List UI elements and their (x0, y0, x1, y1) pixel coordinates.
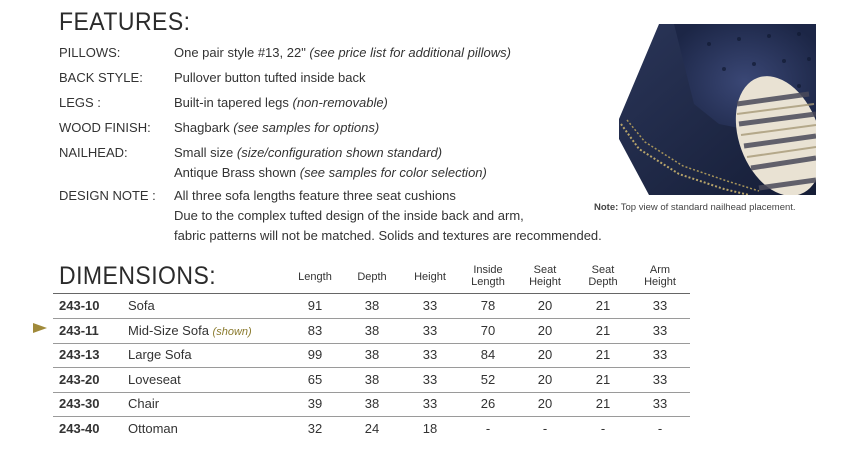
table-cell: 33 (422, 396, 438, 411)
model-name-text: Ottoman (128, 420, 178, 436)
model-name (128, 421, 178, 436)
model-code: 243-20 (59, 371, 100, 387)
table-cell: 26 (480, 396, 496, 411)
feature-note: (non-removable) (292, 95, 388, 110)
model-code: 243-40 (59, 420, 100, 436)
table-cell: 20 (537, 347, 553, 362)
model-name-text: Chair (128, 396, 160, 411)
table-cell: 38 (364, 396, 380, 411)
feature-value (174, 44, 511, 61)
table-row (0, 294, 700, 318)
feature-text: Antique Brass shown (174, 165, 300, 180)
feature-label: BACK STYLE: (59, 70, 143, 85)
column-header (342, 271, 402, 283)
table-row (0, 343, 700, 367)
model-code: 243-30 (59, 396, 100, 411)
table-cell: 21 (595, 298, 611, 313)
table-cell: - (542, 420, 548, 436)
photo-note-label: Note: (594, 202, 619, 213)
shown-tag: (shown) (212, 325, 252, 338)
feature-label: NAILHEAD: (59, 145, 128, 160)
model-name-text: Mid-Size Sofa (128, 322, 213, 338)
feature-text: Due to the complex tufted design of the inside back and arm, (174, 208, 524, 223)
table-row (0, 319, 700, 343)
column-header-line1: Length (298, 271, 332, 283)
table-row (0, 368, 700, 392)
model-code: 243-10 (59, 298, 100, 313)
sofa-nailhead-photo (619, 24, 816, 195)
feature-value (174, 227, 602, 244)
table-row (0, 417, 700, 441)
feature-value (174, 144, 442, 161)
table-cell: 33 (422, 322, 438, 338)
table-cell: 65 (307, 371, 323, 387)
table-cell: 78 (480, 298, 496, 313)
feature-text: Built-in tapered legs (174, 95, 293, 110)
table-cell: 21 (595, 347, 611, 362)
feature-label: WOOD FINISH: (59, 120, 151, 135)
model-name (128, 298, 155, 313)
model-name (128, 372, 181, 387)
column-header (515, 264, 575, 288)
table-cell: 21 (595, 371, 611, 387)
table-cell: 33 (652, 371, 668, 387)
feature-text: fabric patterns will not be matched. Solids and textures are recommended. (174, 228, 602, 243)
table-cell: 32 (307, 420, 323, 436)
column-header-line1: Inside (473, 264, 503, 276)
table-cell: 83 (307, 322, 323, 338)
table-cell: 38 (364, 347, 380, 362)
feature-text: Pullover button tufted inside back (174, 70, 366, 85)
column-header (400, 271, 460, 283)
feature-label: LEGS : (59, 95, 101, 110)
table-cell: 20 (537, 322, 553, 338)
column-header (630, 264, 690, 288)
table-cell: 20 (537, 298, 553, 313)
feature-note: (see samples for color selection) (299, 165, 487, 180)
model-code: 243-13 (59, 347, 100, 362)
column-header-line1: Seat (591, 264, 615, 276)
table-cell: 33 (652, 322, 668, 338)
column-header-line2: Depth (588, 276, 618, 288)
table-cell: 21 (595, 396, 611, 411)
feature-value (174, 207, 524, 224)
column-header-line1: Depth (357, 271, 387, 283)
model-name-text: Sofa (128, 298, 155, 313)
column-header-line2: Height (644, 276, 676, 288)
table-cell: 18 (422, 420, 438, 436)
feature-text: All three sofa lengths feature three seat cushions (174, 188, 456, 203)
column-header-line1: Arm (649, 264, 671, 276)
table-cell: 84 (480, 347, 496, 362)
feature-note: (size/configuration shown standard) (236, 145, 443, 160)
table-cell: 39 (307, 396, 323, 411)
feature-label: DESIGN NOTE : (59, 188, 156, 203)
table-cell: 33 (652, 396, 668, 411)
table-cell: - (657, 420, 663, 436)
table-cell: 38 (364, 371, 380, 387)
table-cell: 33 (422, 347, 438, 362)
table-cell: 33 (422, 371, 438, 387)
table-cell: 33 (422, 298, 438, 313)
feature-value (174, 119, 379, 136)
model-name-text: Large Sofa (128, 347, 192, 362)
feature-text: Shagbark (174, 120, 234, 135)
table-cell: 20 (537, 371, 553, 387)
table-cell: 33 (652, 298, 668, 313)
feature-note: (see price list for additional pillows) (309, 45, 512, 60)
table-cell: - (485, 420, 491, 436)
feature-value (174, 94, 388, 111)
model-name (128, 396, 159, 411)
column-header-line1: Height (414, 271, 446, 283)
feature-value (174, 164, 487, 181)
table-cell: 70 (480, 322, 496, 338)
table-cell: 20 (537, 396, 553, 411)
model-code: 243-11 (59, 322, 99, 338)
table-cell: 21 (595, 322, 611, 338)
table-cell: 38 (364, 322, 380, 338)
feature-value (174, 187, 456, 204)
shown-pointer-arrow-icon (33, 323, 47, 333)
features-title: FEATURES: (59, 8, 191, 36)
column-header-line2: Height (529, 276, 561, 288)
feature-note: (see samples for options) (233, 120, 380, 135)
photo-note (594, 202, 796, 213)
column-header (285, 271, 345, 283)
feature-value (174, 69, 366, 86)
feature-text: One pair style #13, 22" (174, 45, 310, 60)
column-header-line2: Length (471, 276, 505, 288)
model-name (128, 347, 192, 362)
table-cell: 38 (364, 298, 380, 313)
dimensions-title: DIMENSIONS: (59, 262, 217, 290)
table-cell: 24 (364, 420, 380, 436)
column-header (573, 264, 633, 288)
column-header (458, 264, 518, 288)
table-cell: 99 (307, 347, 323, 362)
column-header-line1: Seat (533, 264, 557, 276)
photo-note-text: Top view of standard nailhead placement. (618, 202, 796, 213)
feature-label: PILLOWS: (59, 45, 121, 60)
table-cell: - (600, 420, 606, 436)
table-cell: 33 (652, 347, 668, 362)
table-cell: 52 (480, 371, 496, 387)
feature-text: Small size (174, 145, 237, 160)
model-name-text: Loveseat (128, 371, 181, 387)
model-name (128, 323, 252, 338)
table-cell: 91 (307, 298, 323, 313)
table-row (0, 392, 700, 416)
